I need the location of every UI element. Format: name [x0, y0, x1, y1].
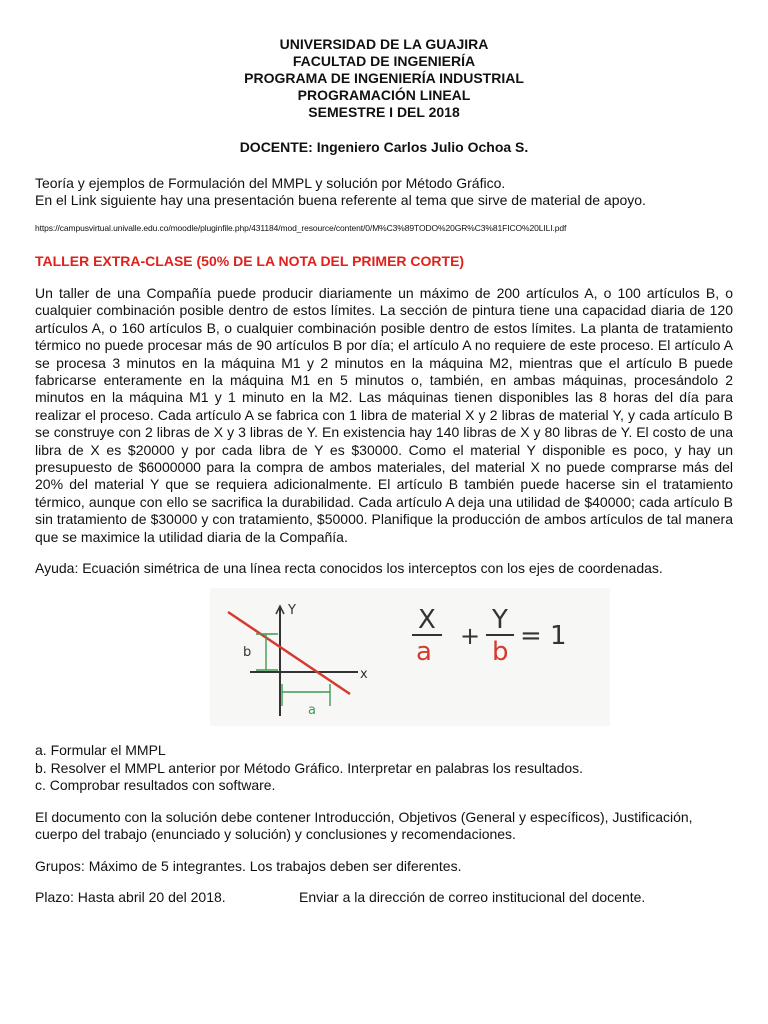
- figure-background: [210, 588, 610, 726]
- university-name: UNIVERSIDAD DE LA GUAJIRA: [279, 36, 489, 52]
- docente-line: DOCENTE: Ingeniero Carlos Julio Ochoa S.: [239, 139, 529, 155]
- equation-y: Y: [492, 605, 508, 636]
- equation-equals-one: = 1: [520, 621, 567, 652]
- task-item-a: a. Formular el MMPL: [35, 742, 166, 759]
- equation-b: b: [492, 637, 509, 668]
- taller-title: TALLER EXTRA-CLASE (50% DE LA NOTA DEL PRIMER CORTE): [35, 253, 465, 269]
- send-instructions: Enviar a la dirección de correo institucional del docente.: [299, 889, 646, 906]
- intercept-equation-figure: [210, 588, 610, 726]
- support-link[interactable]: https://campusvirtual.univalle.edu.co/moodle/pluginfile.php/431184/mod_resource/content/0/M%C3%89TODO%20GR%C3%81FICO%20LILI.pdf: [35, 223, 567, 233]
- problem-statement: Un taller de una Compañía puede producir diariamente un máximo de 200 artículos A, o 100 artículos B, o cualquier combinación posible dentro de estos límites. La sección de pintura tiene una capacidad diaria de 120 artículos A, o 160 artículos B, o cualquier combinación posible dentro de estos límites. La planta de tratamiento térmico no puede procesar más de 90 artículos B por día; el artículo A no requiere de este proceso. El artículo A se procesa 3 minutos en la máquina M1 y 2 minutos en la máquina M2, mientras que el artículo B puede fabricarse enteramente en la máquina M1 en 5 minutos o, también, en ambas máquinas, procesándolo 2 minutos en la máquina M1 y 1 minuto en la M2. Las máquinas tienen disponibles las 8 horas del día para realizar el proceso. Cada artículo A se fabrica con 1 libra de material X y 2 libras de material Y, y cada artículo B se construye con 2 libras de X y 3 libras de Y. En existencia hay 140 libras de X y 80 libras de Y. El costo de una libra de X es $20000 y por cada libra de Y es $30000. Como el material Y disponible es poco, y hay un presupuesto de $6000000 para la compra de ambos materiales, del material X no puede comprarse más del 20% del material Y que se requiera adicionalmente. El artículo B también puede hacerse sin el tratamiento térmico, aunque con ello se sacrifica la durabilidad. Cada artículo A deja una utilidad de $40000; cada artículo B sin tratamiento de $30000 y con tratamiento, $50000. Planifique la producción de ambos artículos de tal manera que se maximice la utilidad diaria de la Compañía.: [35, 285, 733, 545]
- intro-line-1: Teoría y ejemplos de Formulación del MMPL y solución por Método Gráfico.: [35, 175, 506, 191]
- program-name: PROGRAMA DE INGENIERÍA INDUSTRIAL: [244, 70, 524, 86]
- deadline-row: [35, 889, 733, 905]
- task-item-c: c. Comprobar resultados con software.: [35, 777, 276, 794]
- figure-row: [35, 588, 733, 738]
- equation-plus: +: [460, 622, 481, 651]
- document-header: [35, 36, 733, 121]
- a-intercept-label: a: [308, 703, 316, 719]
- equation-a: a: [416, 637, 432, 668]
- ayuda-text: Ayuda: Ecuación simétrica de una línea recta conocidos los interceptos con los ejes de coordenadas.: [35, 560, 663, 577]
- task-item-b: b. Resolver el MMPL anterior por Método Gráfico. Interpretar en palabras los resultados.: [35, 759, 584, 776]
- document-requirements: El documento con la solución debe contener Introducción, Objetivos (General y específicos), Justificación, cuerpo del trabajo (enunciado y solución) y conclusiones y recomendaciones.: [35, 808, 693, 843]
- groups-text: Grupos: Máximo de 5 integrantes. Los trabajos deben ser diferentes.: [35, 857, 462, 874]
- task-list: [35, 742, 733, 795]
- x-axis-label: x: [360, 667, 368, 683]
- course-name: PROGRAMACIÓN LINEAL: [297, 87, 471, 103]
- deadline-text: Plazo: Hasta abril 20 del 2018.: [35, 889, 226, 906]
- intro-text: [35, 175, 733, 209]
- intro-line-2: En el Link siguiente hay una presentación buena referente al tema que sirve de material de apoyo.: [35, 192, 646, 208]
- equation-x: X: [418, 605, 436, 636]
- faculty-name: FACULTAD DE INGENIERÍA: [292, 53, 476, 69]
- semester: SEMESTRE I DEL 2018: [308, 104, 460, 120]
- y-axis-label: Y: [288, 603, 296, 619]
- b-intercept-label: b: [243, 645, 252, 661]
